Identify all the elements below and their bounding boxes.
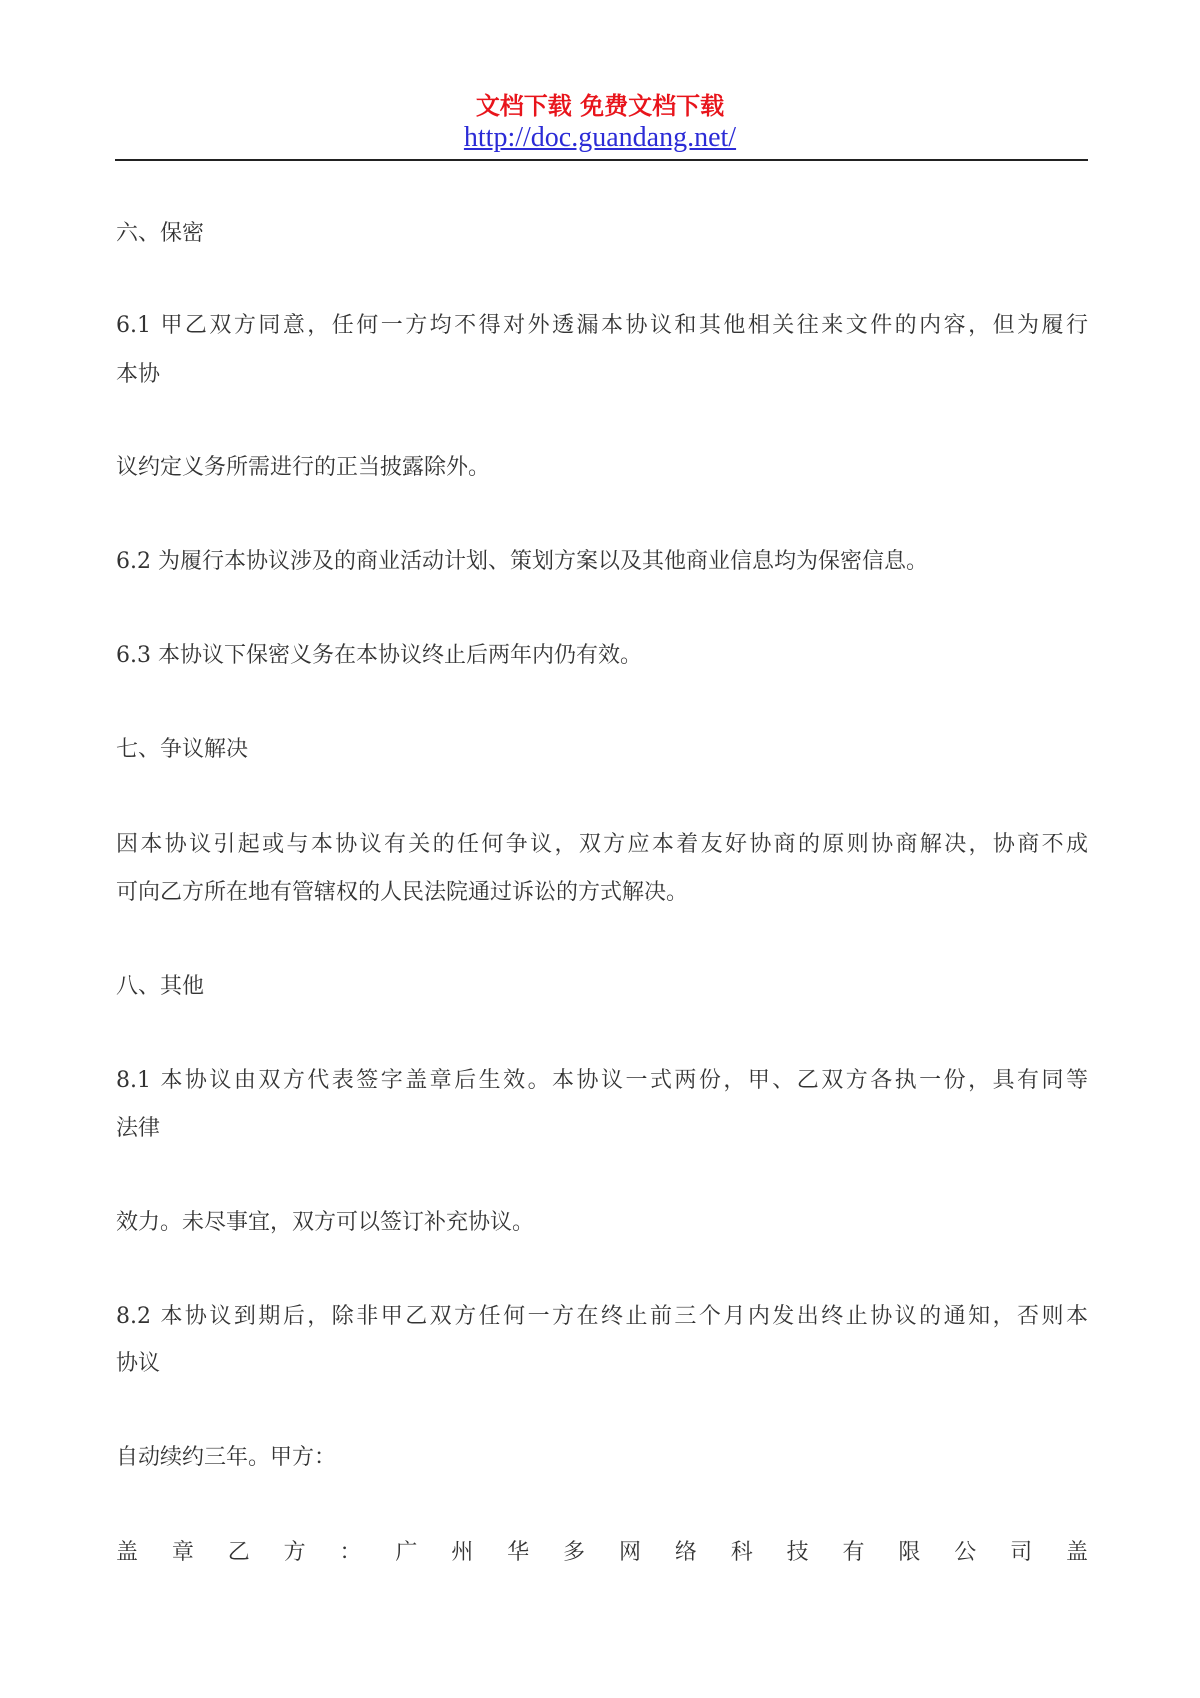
paragraph-8-1-line-3: 效力。未尽事宜，双方可以签订补充协议。 [116, 1210, 535, 1235]
section-6-heading: 六、保密 [116, 221, 205, 246]
paragraph-8-1-line-2: 法律 [116, 1116, 161, 1141]
header-title: 文档下载 免费文档下载 [475, 92, 725, 120]
section-7-heading: 七、争议解决 [116, 737, 249, 762]
header-url-link[interactable]: http://doc.guandang.net/ [463, 122, 737, 153]
header-url [0, 122, 1200, 154]
paragraph-8-2-line-1: 8.2 本协议到期后，除非甲乙双方任何一方在终止前三个月内发出终止协议的通知，否则本 [116, 1304, 1088, 1329]
paragraph-8-1-line-1: 8.1 本协议由双方代表签字盖章后生效。本协议一式两份，甲、乙双方各执一份，具有同等 [116, 1068, 1088, 1093]
paragraph-7-line-2: 可向乙方所在地有管辖权的人民法院通过诉讼的方式解决。 [116, 880, 689, 905]
paragraph-8-2-line-2: 协议 [116, 1351, 161, 1376]
paragraph-8-2-line-3: 自动续约三年。甲方： [116, 1445, 337, 1470]
paragraph-6-1-line-3: 议约定义务所需进行的正当披露除外。 [116, 455, 491, 480]
paragraph-6-1-line-2: 本协 [116, 362, 161, 387]
paragraph-6-1-line-1: 6.1 甲乙双方同意，任何一方均不得对外透漏本协议和其他相关往来文件的内容，但为履行 [116, 313, 1088, 338]
paragraph-7-line-1: 因本协议引起或与本协议有关的任何争议，双方应本着友好协商的原则协商解决，协商不成 [116, 832, 1088, 857]
header-divider [115, 159, 1088, 161]
paragraph-6-3: 6.3 本协议下保密义务在本协议终止后两年内仍有效。 [116, 643, 642, 668]
signature-line: 盖 章 乙 方 ： 广 州 华 多 网 络 科 技 有 限 公 司 盖 [116, 1540, 1088, 1565]
section-8-heading: 八、其他 [116, 974, 205, 999]
paragraph-6-2: 6.2 为履行本协议涉及的商业活动计划、策划方案以及其他商业信息均为保密信息。 [116, 549, 928, 574]
